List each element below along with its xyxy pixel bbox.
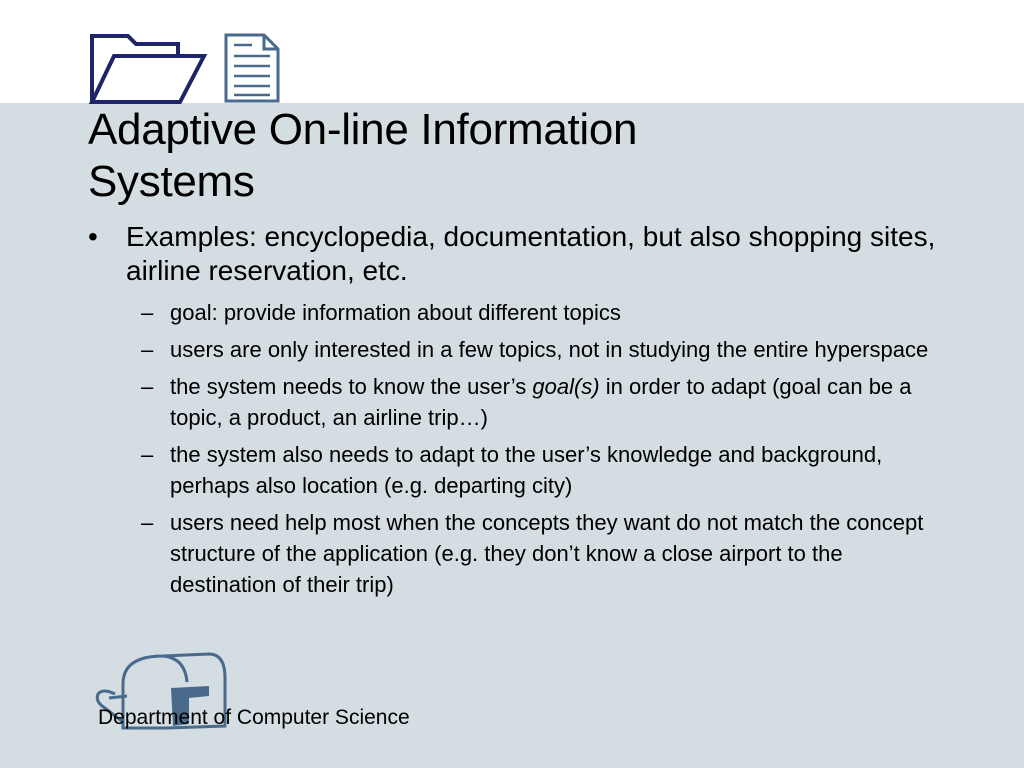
sub-bullet-text: users are only interested in a few topics, not in studying the entire hyperspace	[170, 337, 929, 362]
bullet-marker: •	[88, 221, 98, 252]
sub-bullet-item	[86, 334, 940, 365]
sub-bullet-item	[86, 507, 940, 600]
dash-marker: –	[141, 510, 154, 535]
folder-icon	[86, 28, 208, 106]
sub-bullet-text-after: in order to adapt (goal can be a topic, a product, an airline trip…)	[170, 374, 912, 430]
sub-bullet-text-before: the system needs to know the user’s	[170, 374, 533, 399]
sub-bullet-text: the system also needs to adapt to the user’s knowledge and background, perhaps also location (e.g. departing city)	[170, 442, 883, 498]
dash-marker: –	[141, 300, 154, 325]
dash-marker: –	[141, 374, 154, 399]
document-icon	[222, 32, 282, 104]
sub-bullet-text: goal: provide information about different topics	[170, 300, 621, 325]
dash-marker: –	[141, 442, 154, 467]
slide-title: Adaptive On-line Information Systems	[88, 105, 638, 206]
sub-bullet-emphasis: goal(s)	[532, 374, 600, 399]
sub-bullet-list	[86, 297, 946, 600]
bullet-text: Examples: encyclopedia, documentation, but also shopping sites, airline reservation, etc.	[126, 221, 936, 286]
bullet-item	[86, 220, 946, 288]
sub-bullet-item	[86, 371, 940, 433]
slide-content	[86, 220, 946, 606]
sub-bullet-item	[86, 297, 940, 328]
sub-bullet-text: users need help most when the concepts they want do not match the concept structure of the application (e.g. they don’t know a close airport to the destination of their trip)	[170, 510, 924, 597]
sub-bullet-item	[86, 439, 940, 501]
footer-department: Department of Computer Science	[98, 706, 410, 729]
dash-marker: –	[141, 337, 154, 362]
